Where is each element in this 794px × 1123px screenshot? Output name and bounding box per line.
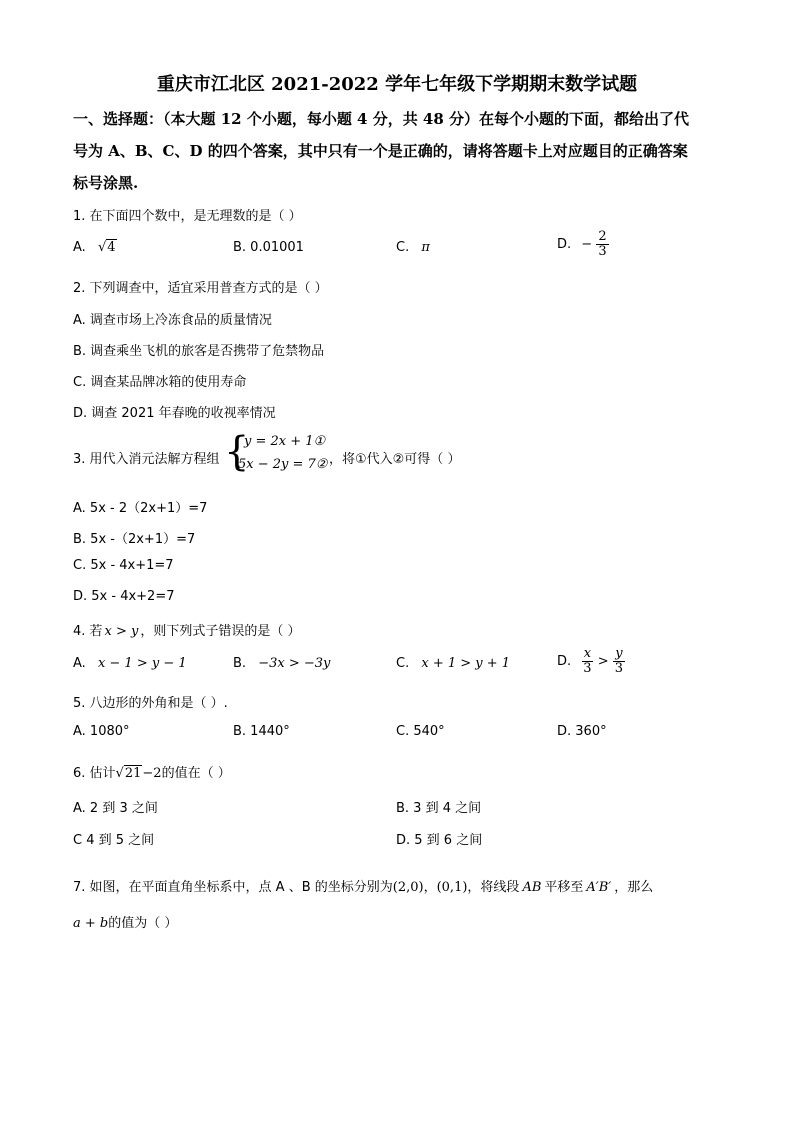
inequality: −3x > −3y — [258, 656, 331, 671]
condition: x > y — [104, 624, 139, 639]
q2-option-c[interactable]: C. 调查某品牌冰箱的使用寿命 — [73, 375, 247, 390]
q3-option-d[interactable]: D. 5x - 4x+2=7 — [73, 589, 175, 604]
q5-option-c[interactable]: C. 540° — [396, 724, 445, 739]
stem-suffix: 的值为（ ） — [108, 916, 178, 931]
q6-option-b[interactable]: B. 3 到 4 之间 — [396, 801, 482, 816]
section-heading-line3: 标号涂黑. — [73, 174, 139, 192]
option-label: A. — [73, 656, 86, 671]
question-7-line2 — [73, 912, 177, 931]
option-label: D. — [557, 654, 572, 669]
stem-prefix: 4. 若 — [73, 624, 103, 639]
question-2-stem: 2. 下列调查中，适宜采用普查方式的是（ ） — [73, 281, 328, 296]
equation-1: y = 2x + 1① — [244, 434, 326, 449]
inequality: x + 1 > y + 1 — [421, 656, 511, 671]
q5-option-d[interactable]: D. 360° — [557, 724, 607, 739]
q4-option-d[interactable] — [557, 647, 625, 676]
fraction: $\frac{2}{3}$ — [598, 229, 607, 259]
question-1-stem: 1. 在下面四个数中，是无理数的是（ ） — [73, 209, 302, 224]
q3-option-b[interactable]: B. 5x -（2x+1）=7 — [73, 532, 196, 547]
section-heading-line1: 一、选择题：（本大题 12 个小题，每小题 4 分，共 48 分）在每个小题的下面，都给出了代 — [73, 110, 690, 128]
option-label: D. — [557, 237, 572, 252]
q6-option-a[interactable]: A. 2 到 3 之间 — [73, 801, 158, 816]
q4-option-a[interactable] — [73, 656, 187, 671]
question-4-stem — [73, 620, 301, 639]
option-label: B. — [233, 656, 247, 671]
stem-suffix: 的值在（ ） — [161, 766, 231, 781]
q6-option-d[interactable]: D. 5 到 6 之间 — [396, 833, 483, 848]
stem-mid2: 平移至 — [544, 880, 584, 895]
point-b-coords: (0,1) — [436, 880, 468, 895]
fraction-x: $\frac{x}{3}$ — [583, 646, 592, 676]
option-label: C. — [396, 240, 410, 255]
segment-ab: AB — [522, 880, 542, 895]
q2-option-a[interactable]: A. 调查市场上冷冻食品的质量情况 — [73, 313, 272, 328]
option-label: C. — [396, 656, 410, 671]
question-7-line1 — [73, 876, 653, 895]
q4-option-c[interactable] — [396, 656, 510, 671]
fraction-y: $\frac{y}{3}$ — [614, 646, 624, 676]
sqrt-expression: √4 — [97, 240, 116, 255]
system-brace: { — [224, 429, 250, 475]
q6-option-c[interactable]: C 4 到 5 之间 — [73, 833, 155, 848]
equation-2: 5x − 2y = 7② — [238, 457, 328, 472]
q3-option-a[interactable]: A. 5x - 2（2x+1）=7 — [73, 501, 208, 516]
question-3-stem-pre: 3. 用代入消元法解方程组 — [73, 452, 220, 467]
q5-option-a[interactable]: A. 1080° — [73, 724, 130, 739]
comma: ， — [423, 880, 437, 895]
question-3-stem-post: ，将①代入②可得（ ） — [329, 452, 461, 467]
q1-option-b[interactable]: B. 0.01001 — [233, 240, 304, 255]
inequality: x − 1 > y − 1 — [97, 656, 187, 671]
question-5-stem: 5. 八边形的外角和是（ ）. — [73, 696, 228, 711]
q5-option-b[interactable]: B. 1440° — [233, 724, 290, 739]
q1-option-d[interactable] — [557, 230, 609, 259]
greater-than: > — [597, 654, 609, 669]
minus-two: −2 — [142, 766, 162, 781]
stem-mid: ，将线段 — [467, 880, 520, 895]
q2-option-b[interactable]: B. 调查乘坐飞机的旅客是否携带了危禁物品 — [73, 344, 325, 359]
page-title: 重庆市江北区 2021-2022 学年七年级下学期期末数学试题 — [156, 74, 638, 95]
stem-suffix: ，那么 — [614, 880, 654, 895]
q2-option-d[interactable]: D. 调查 2021 年春晚的收视率情况 — [73, 406, 276, 421]
q1-option-c[interactable] — [396, 240, 430, 255]
expression: a + b — [73, 916, 109, 931]
stem-prefix: 7. 如图，在平面直角坐标系中，点 A 、B 的坐标分别为 — [73, 880, 393, 895]
option-label: A. — [73, 240, 86, 255]
pi-symbol: π — [421, 240, 430, 255]
question-6-stem — [73, 762, 231, 781]
q4-option-b[interactable] — [233, 656, 330, 671]
segment-a-prime-b-prime: A′B′ — [586, 880, 612, 895]
minus-sign: − — [581, 237, 593, 252]
q1-option-a[interactable] — [73, 240, 117, 255]
sqrt-expression: √21 — [115, 766, 142, 781]
q3-option-c[interactable]: C. 5x - 4x+1=7 — [73, 558, 174, 573]
point-a-coords: (2,0) — [392, 880, 424, 895]
stem-prefix: 6. 估计 — [73, 766, 116, 781]
section-heading-line2: 号为 A、B、C、D 的四个答案，其中只有一个是正确的，请将答题卡上对应题目的正确答案 — [73, 142, 688, 160]
stem-suffix: ，则下列式子错误的是（ ） — [140, 624, 301, 639]
